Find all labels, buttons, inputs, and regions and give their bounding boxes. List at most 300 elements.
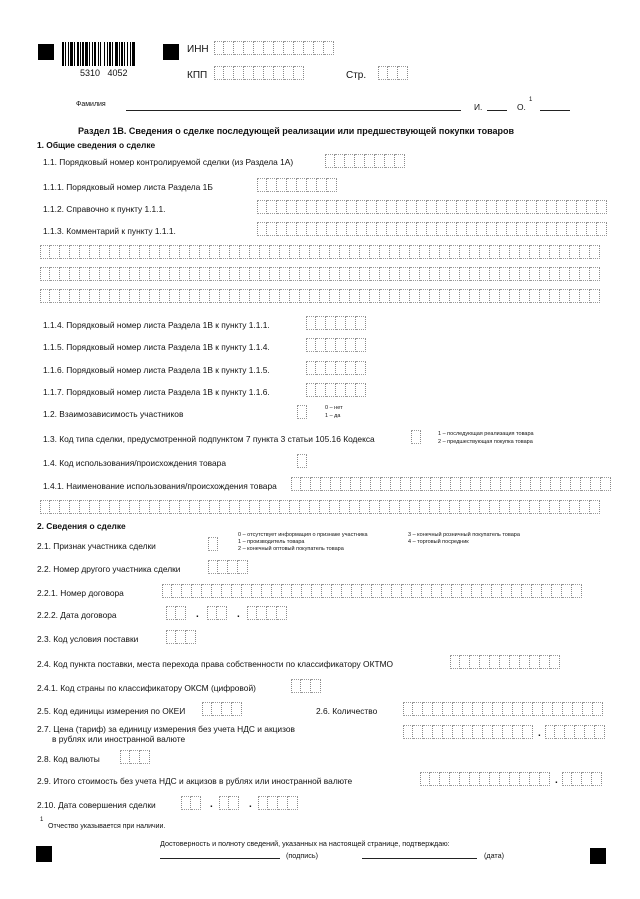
- input-cell[interactable]: [510, 289, 520, 303]
- input-cell[interactable]: [420, 289, 430, 303]
- input-cell[interactable]: [302, 584, 312, 598]
- input-cell[interactable]: [210, 267, 220, 281]
- field-1-4-input[interactable]: [297, 454, 307, 468]
- input-cell[interactable]: [267, 178, 277, 192]
- input-cell[interactable]: [480, 655, 490, 669]
- input-cell[interactable]: [100, 500, 110, 514]
- input-cell[interactable]: [370, 245, 380, 259]
- input-cell[interactable]: [210, 245, 220, 259]
- input-cell[interactable]: [250, 267, 260, 281]
- field-1-1-3-input-row4[interactable]: [40, 289, 600, 303]
- input-cell[interactable]: [507, 222, 517, 236]
- input-cell[interactable]: [540, 289, 550, 303]
- input-cell[interactable]: [477, 222, 487, 236]
- input-cell[interactable]: [561, 477, 571, 491]
- input-cell[interactable]: [50, 500, 60, 514]
- input-cell[interactable]: [120, 289, 130, 303]
- field-2-1-input[interactable]: [208, 537, 218, 551]
- input-cell[interactable]: [520, 245, 530, 259]
- input-cell[interactable]: [550, 500, 560, 514]
- input-cell[interactable]: [540, 267, 550, 281]
- input-cell[interactable]: [330, 500, 340, 514]
- input-cell[interactable]: [387, 200, 397, 214]
- input-cell[interactable]: [523, 725, 533, 739]
- input-cell[interactable]: [542, 584, 552, 598]
- input-cell[interactable]: [520, 500, 530, 514]
- input-cell[interactable]: [541, 477, 551, 491]
- input-cell[interactable]: [260, 500, 270, 514]
- input-cell[interactable]: [590, 267, 600, 281]
- input-cell[interactable]: [327, 200, 337, 214]
- input-cell[interactable]: [427, 222, 437, 236]
- input-cell[interactable]: [250, 500, 260, 514]
- input-cell[interactable]: [301, 477, 311, 491]
- input-cell[interactable]: [297, 222, 307, 236]
- input-cell[interactable]: [130, 289, 140, 303]
- input-cell[interactable]: [240, 500, 250, 514]
- input-cell[interactable]: [316, 383, 326, 397]
- input-cell[interactable]: [500, 267, 510, 281]
- input-cell[interactable]: [592, 772, 602, 786]
- input-cell[interactable]: [307, 222, 317, 236]
- input-cell[interactable]: [530, 500, 540, 514]
- input-cell[interactable]: [390, 245, 400, 259]
- input-cell[interactable]: [470, 500, 480, 514]
- field-2-7-input-fraction[interactable]: [545, 725, 605, 739]
- field-2-6-input[interactable]: [403, 702, 603, 716]
- input-cell[interactable]: [234, 66, 244, 80]
- input-cell[interactable]: [345, 154, 355, 168]
- input-cell[interactable]: [90, 245, 100, 259]
- input-cell[interactable]: [510, 655, 520, 669]
- input-cell[interactable]: [70, 500, 80, 514]
- input-cell[interactable]: [297, 405, 307, 419]
- input-cell[interactable]: [277, 222, 287, 236]
- input-cell[interactable]: [254, 41, 264, 55]
- input-cell[interactable]: [267, 200, 277, 214]
- input-cell[interactable]: [580, 289, 590, 303]
- input-cell[interactable]: [365, 154, 375, 168]
- input-cell[interactable]: [420, 267, 430, 281]
- input-cell[interactable]: [400, 500, 410, 514]
- input-cell[interactable]: [411, 477, 421, 491]
- input-cell[interactable]: [571, 477, 581, 491]
- input-cell[interactable]: [372, 584, 382, 598]
- field-1-1-5-input[interactable]: [306, 338, 366, 352]
- input-cell[interactable]: [200, 267, 210, 281]
- input-cell[interactable]: [304, 41, 314, 55]
- input-cell[interactable]: [540, 655, 550, 669]
- input-cell[interactable]: [380, 245, 390, 259]
- field-1-4-1-input-row1[interactable]: [291, 477, 611, 491]
- input-cell[interactable]: [457, 200, 467, 214]
- input-cell[interactable]: [382, 584, 392, 598]
- input-cell[interactable]: [593, 702, 603, 716]
- input-cell[interactable]: [288, 796, 298, 810]
- input-cell[interactable]: [306, 338, 316, 352]
- input-cell[interactable]: [150, 267, 160, 281]
- input-cell[interactable]: [572, 584, 582, 598]
- input-cell[interactable]: [480, 245, 490, 259]
- input-cell[interactable]: [100, 245, 110, 259]
- input-cell[interactable]: [270, 245, 280, 259]
- input-cell[interactable]: [430, 500, 440, 514]
- input-cell[interactable]: [371, 477, 381, 491]
- input-cell[interactable]: [222, 584, 232, 598]
- input-cell[interactable]: [306, 383, 316, 397]
- field-2-10-month[interactable]: [219, 796, 239, 810]
- input-cell[interactable]: [378, 66, 388, 80]
- input-cell[interactable]: [228, 560, 238, 574]
- input-cell[interactable]: [420, 772, 430, 786]
- field-2-10-year[interactable]: [258, 796, 298, 810]
- input-cell[interactable]: [527, 200, 537, 214]
- input-cell[interactable]: [400, 289, 410, 303]
- input-cell[interactable]: [310, 500, 320, 514]
- field-2-10-day[interactable]: [181, 796, 201, 810]
- input-cell[interactable]: [262, 584, 272, 598]
- input-cell[interactable]: [356, 316, 366, 330]
- input-cell[interactable]: [311, 679, 321, 693]
- input-cell[interactable]: [200, 500, 210, 514]
- input-cell[interactable]: [180, 267, 190, 281]
- input-cell[interactable]: [398, 66, 408, 80]
- input-cell[interactable]: [500, 655, 510, 669]
- input-cell[interactable]: [540, 500, 550, 514]
- input-cell[interactable]: [431, 477, 441, 491]
- input-cell[interactable]: [550, 655, 560, 669]
- input-cell[interactable]: [510, 500, 520, 514]
- input-cell[interactable]: [597, 222, 607, 236]
- input-cell[interactable]: [423, 725, 433, 739]
- input-cell[interactable]: [272, 584, 282, 598]
- input-cell[interactable]: [180, 245, 190, 259]
- input-cell[interactable]: [433, 725, 443, 739]
- input-cell[interactable]: [520, 289, 530, 303]
- input-cell[interactable]: [522, 584, 532, 598]
- input-cell[interactable]: [336, 338, 346, 352]
- input-cell[interactable]: [447, 200, 457, 214]
- input-cell[interactable]: [440, 267, 450, 281]
- input-cell[interactable]: [40, 500, 50, 514]
- input-cell[interactable]: [347, 222, 357, 236]
- input-cell[interactable]: [150, 289, 160, 303]
- input-cell[interactable]: [287, 222, 297, 236]
- page-field[interactable]: [378, 66, 408, 80]
- input-cell[interactable]: [232, 702, 242, 716]
- field-2-2-1-input[interactable]: [162, 584, 582, 598]
- input-cell[interactable]: [351, 477, 361, 491]
- input-cell[interactable]: [450, 245, 460, 259]
- input-cell[interactable]: [160, 289, 170, 303]
- input-cell[interactable]: [257, 200, 267, 214]
- input-cell[interactable]: [570, 267, 580, 281]
- input-cell[interactable]: [330, 267, 340, 281]
- input-cell[interactable]: [482, 584, 492, 598]
- input-cell[interactable]: [297, 178, 307, 192]
- input-cell[interactable]: [300, 267, 310, 281]
- input-cell[interactable]: [310, 289, 320, 303]
- input-cell[interactable]: [244, 66, 254, 80]
- input-cell[interactable]: [550, 289, 560, 303]
- input-cell[interactable]: [356, 383, 366, 397]
- input-cell[interactable]: [590, 289, 600, 303]
- input-cell[interactable]: [401, 477, 411, 491]
- input-cell[interactable]: [316, 316, 326, 330]
- input-cell[interactable]: [330, 245, 340, 259]
- input-cell[interactable]: [441, 477, 451, 491]
- input-cell[interactable]: [291, 679, 301, 693]
- input-cell[interactable]: [570, 245, 580, 259]
- input-cell[interactable]: [70, 245, 80, 259]
- input-cell[interactable]: [214, 66, 224, 80]
- input-cell[interactable]: [470, 772, 480, 786]
- input-cell[interactable]: [460, 267, 470, 281]
- input-cell[interactable]: [570, 500, 580, 514]
- input-cell[interactable]: [240, 245, 250, 259]
- input-cell[interactable]: [210, 500, 220, 514]
- input-cell[interactable]: [230, 245, 240, 259]
- input-cell[interactable]: [202, 584, 212, 598]
- input-cell[interactable]: [352, 584, 362, 598]
- input-cell[interactable]: [320, 245, 330, 259]
- input-cell[interactable]: [551, 477, 561, 491]
- input-cell[interactable]: [440, 500, 450, 514]
- input-cell[interactable]: [190, 245, 200, 259]
- input-cell[interactable]: [550, 267, 560, 281]
- input-cell[interactable]: [321, 477, 331, 491]
- input-cell[interactable]: [460, 655, 470, 669]
- input-cell[interactable]: [560, 500, 570, 514]
- input-cell[interactable]: [297, 454, 307, 468]
- input-cell[interactable]: [560, 267, 570, 281]
- input-cell[interactable]: [320, 267, 330, 281]
- input-cell[interactable]: [520, 655, 530, 669]
- input-cell[interactable]: [472, 584, 482, 598]
- input-cell[interactable]: [530, 267, 540, 281]
- input-cell[interactable]: [40, 245, 50, 259]
- input-cell[interactable]: [250, 289, 260, 303]
- input-cell[interactable]: [40, 289, 50, 303]
- input-cell[interactable]: [220, 500, 230, 514]
- input-cell[interactable]: [410, 500, 420, 514]
- input-cell[interactable]: [577, 200, 587, 214]
- input-cell[interactable]: [290, 267, 300, 281]
- input-cell[interactable]: [50, 289, 60, 303]
- input-cell[interactable]: [517, 200, 527, 214]
- input-cell[interactable]: [166, 630, 176, 644]
- input-cell[interactable]: [170, 245, 180, 259]
- input-cell[interactable]: [162, 584, 172, 598]
- input-cell[interactable]: [357, 200, 367, 214]
- input-cell[interactable]: [392, 584, 402, 598]
- input-cell[interactable]: [282, 584, 292, 598]
- input-cell[interactable]: [326, 361, 336, 375]
- input-cell[interactable]: [322, 584, 332, 598]
- input-cell[interactable]: [218, 560, 228, 574]
- input-cell[interactable]: [316, 361, 326, 375]
- input-cell[interactable]: [545, 725, 555, 739]
- date-line[interactable]: [362, 858, 477, 859]
- input-cell[interactable]: [270, 500, 280, 514]
- input-cell[interactable]: [491, 477, 501, 491]
- input-cell[interactable]: [443, 702, 453, 716]
- input-cell[interactable]: [280, 500, 290, 514]
- input-cell[interactable]: [220, 245, 230, 259]
- input-cell[interactable]: [503, 725, 513, 739]
- input-cell[interactable]: [140, 750, 150, 764]
- input-cell[interactable]: [450, 267, 460, 281]
- input-cell[interactable]: [327, 178, 337, 192]
- input-cell[interactable]: [532, 584, 542, 598]
- input-cell[interactable]: [297, 200, 307, 214]
- input-cell[interactable]: [140, 500, 150, 514]
- input-cell[interactable]: [80, 267, 90, 281]
- input-cell[interactable]: [341, 477, 351, 491]
- input-cell[interactable]: [367, 200, 377, 214]
- input-cell[interactable]: [443, 725, 453, 739]
- input-cell[interactable]: [460, 245, 470, 259]
- input-cell[interactable]: [523, 702, 533, 716]
- input-cell[interactable]: [316, 338, 326, 352]
- input-cell[interactable]: [513, 725, 523, 739]
- input-cell[interactable]: [437, 200, 447, 214]
- input-cell[interactable]: [390, 289, 400, 303]
- input-cell[interactable]: [340, 245, 350, 259]
- input-cell[interactable]: [580, 500, 590, 514]
- inn-field[interactable]: [214, 41, 334, 55]
- input-cell[interactable]: [230, 267, 240, 281]
- input-cell[interactable]: [573, 702, 583, 716]
- input-cell[interactable]: [220, 267, 230, 281]
- input-cell[interactable]: [400, 245, 410, 259]
- input-cell[interactable]: [290, 500, 300, 514]
- input-cell[interactable]: [150, 500, 160, 514]
- input-cell[interactable]: [200, 289, 210, 303]
- input-cell[interactable]: [575, 725, 585, 739]
- input-cell[interactable]: [357, 222, 367, 236]
- input-cell[interactable]: [170, 289, 180, 303]
- input-cell[interactable]: [80, 245, 90, 259]
- input-cell[interactable]: [390, 267, 400, 281]
- input-cell[interactable]: [291, 477, 301, 491]
- input-cell[interactable]: [440, 772, 450, 786]
- field-2-2-input[interactable]: [208, 560, 248, 574]
- input-cell[interactable]: [181, 796, 191, 810]
- input-cell[interactable]: [391, 477, 401, 491]
- field-1-1-1-input[interactable]: [257, 178, 337, 192]
- input-cell[interactable]: [90, 289, 100, 303]
- input-cell[interactable]: [521, 477, 531, 491]
- input-cell[interactable]: [582, 772, 592, 786]
- input-cell[interactable]: [433, 702, 443, 716]
- input-cell[interactable]: [280, 267, 290, 281]
- input-cell[interactable]: [591, 477, 601, 491]
- input-cell[interactable]: [346, 338, 356, 352]
- input-cell[interactable]: [258, 796, 268, 810]
- input-cell[interactable]: [395, 154, 405, 168]
- input-cell[interactable]: [130, 500, 140, 514]
- input-cell[interactable]: [230, 289, 240, 303]
- input-cell[interactable]: [110, 267, 120, 281]
- input-cell[interactable]: [200, 245, 210, 259]
- input-cell[interactable]: [510, 245, 520, 259]
- input-cell[interactable]: [290, 289, 300, 303]
- input-cell[interactable]: [547, 200, 557, 214]
- input-cell[interactable]: [336, 361, 346, 375]
- input-cell[interactable]: [477, 200, 487, 214]
- input-cell[interactable]: [340, 267, 350, 281]
- input-cell[interactable]: [452, 584, 462, 598]
- input-cell[interactable]: [380, 500, 390, 514]
- input-cell[interactable]: [120, 750, 130, 764]
- input-cell[interactable]: [512, 584, 522, 598]
- input-cell[interactable]: [531, 477, 541, 491]
- input-cell[interactable]: [130, 267, 140, 281]
- input-cell[interactable]: [422, 584, 432, 598]
- input-cell[interactable]: [411, 430, 421, 444]
- input-cell[interactable]: [356, 338, 366, 352]
- input-cell[interactable]: [560, 245, 570, 259]
- input-cell[interactable]: [570, 289, 580, 303]
- input-cell[interactable]: [442, 584, 452, 598]
- field-2-4-1-input[interactable]: [291, 679, 321, 693]
- input-cell[interactable]: [335, 154, 345, 168]
- input-cell[interactable]: [317, 222, 327, 236]
- input-cell[interactable]: [417, 222, 427, 236]
- input-cell[interactable]: [490, 245, 500, 259]
- input-cell[interactable]: [407, 200, 417, 214]
- input-cell[interactable]: [60, 267, 70, 281]
- input-cell[interactable]: [540, 245, 550, 259]
- input-cell[interactable]: [370, 289, 380, 303]
- input-cell[interactable]: [470, 267, 480, 281]
- input-cell[interactable]: [346, 316, 356, 330]
- input-cell[interactable]: [186, 630, 196, 644]
- input-cell[interactable]: [110, 289, 120, 303]
- field-1-1-3-input-row1[interactable]: [257, 222, 607, 236]
- input-cell[interactable]: [140, 267, 150, 281]
- input-cell[interactable]: [397, 222, 407, 236]
- input-cell[interactable]: [580, 267, 590, 281]
- input-cell[interactable]: [385, 154, 395, 168]
- input-cell[interactable]: [430, 772, 440, 786]
- input-cell[interactable]: [267, 606, 277, 620]
- input-cell[interactable]: [257, 222, 267, 236]
- input-cell[interactable]: [307, 178, 317, 192]
- input-cell[interactable]: [230, 500, 240, 514]
- input-cell[interactable]: [470, 289, 480, 303]
- input-cell[interactable]: [530, 655, 540, 669]
- input-cell[interactable]: [300, 289, 310, 303]
- input-cell[interactable]: [260, 245, 270, 259]
- input-cell[interactable]: [320, 500, 330, 514]
- field-2-9-input-fraction[interactable]: [562, 772, 602, 786]
- input-cell[interactable]: [597, 200, 607, 214]
- input-cell[interactable]: [380, 289, 390, 303]
- input-cell[interactable]: [530, 772, 540, 786]
- input-cell[interactable]: [490, 289, 500, 303]
- input-cell[interactable]: [380, 267, 390, 281]
- input-cell[interactable]: [160, 245, 170, 259]
- input-cell[interactable]: [390, 500, 400, 514]
- input-cell[interactable]: [191, 796, 201, 810]
- input-cell[interactable]: [264, 66, 274, 80]
- input-cell[interactable]: [562, 584, 572, 598]
- input-cell[interactable]: [585, 725, 595, 739]
- input-cell[interactable]: [402, 584, 412, 598]
- field-2-9-input-integer[interactable]: [420, 772, 550, 786]
